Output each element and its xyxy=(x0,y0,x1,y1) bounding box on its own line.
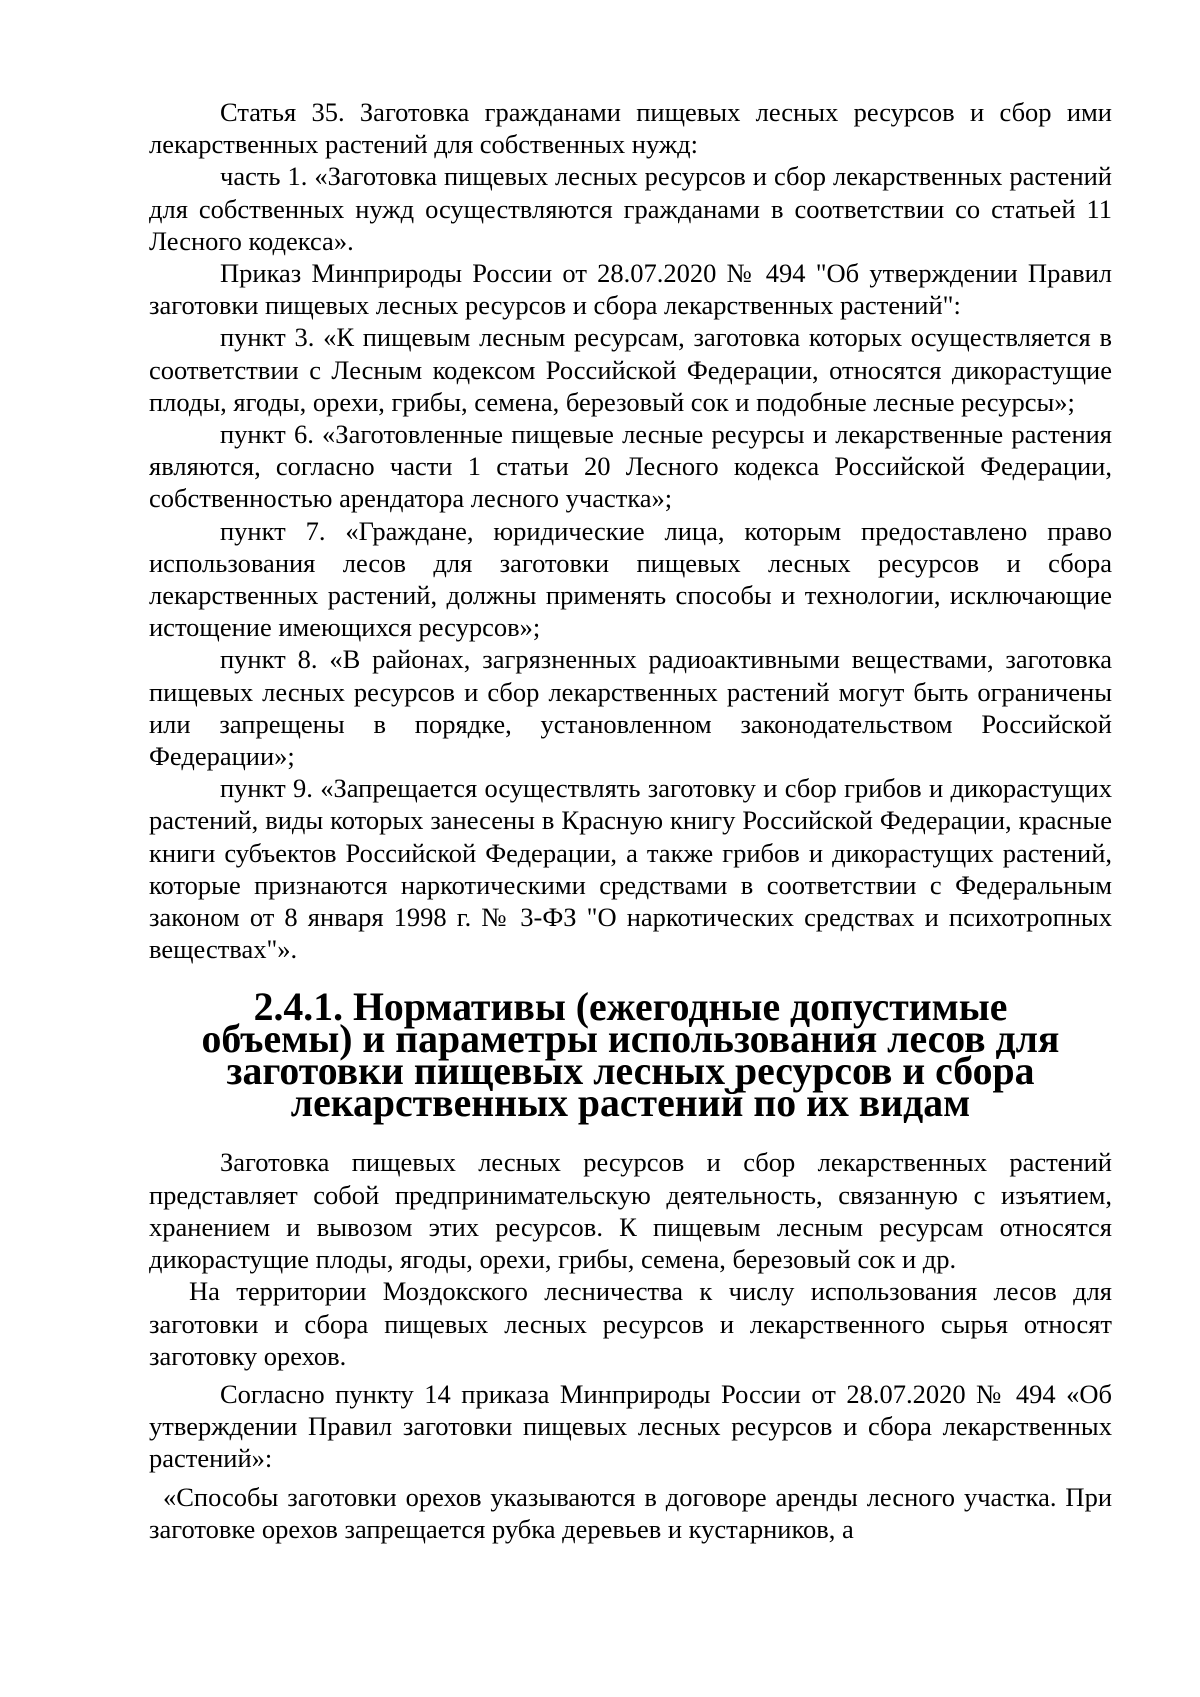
clause-14-reference-paragraph: Согласно пункту 14 приказа Минприроды России от 28.07.2020 № 494 «Об утверждении Правил заготовки пищевых лесных ресурсов и сбора лекарственных растений»: xyxy=(149,1378,1112,1474)
clause-7-paragraph: пункт 7. «Граждане, юридические лица, которым предоставлено право использования лесов для заготовки пищевых лесных ресурсов и сбора лекарственных растений, должны применять способы и технологии, исключающие истощение имеющихся ресурсов»; xyxy=(149,515,1112,643)
nut-harvesting-methods-paragraph: «Способы заготовки орехов указываются в договоре аренды лесного участка. При заготовке орехов запрещается рубка деревьев и кустарников, а xyxy=(149,1481,1112,1544)
article-35-paragraph: Статья 35. Заготовка гражданами пищевых лесных ресурсов и сбор ими лекарственных растений для собственных нужд: xyxy=(149,97,1112,160)
order-494-intro-paragraph: Приказ Минприроды России от 28.07.2020 № 494 "Об утверждении Правил заготовки пищевых лесных ресурсов и сбора лекарственных растений": xyxy=(149,258,1112,321)
mozdok-forestry-paragraph: На территории Моздокского лесничества к числу использования лесов для заготовки и сбора пищевых лесных ресурсов и лекарственного сырья относят заготовку орехов. xyxy=(149,1276,1112,1371)
clause-8-paragraph: пункт 8. «В районах, загрязненных радиоактивными веществами, заготовка пищевых лесных ресурсов и сбор лекарственных растений могут быть ограничены или запрещены в порядке, установленном законодательством Российской Федерации»; xyxy=(149,644,1112,772)
clause-6-paragraph: пункт 6. «Заготовленные пищевые лесные ресурсы и лекарственные растения являются, согласно части 1 статьи 20 Лесного кодекса Российской Федерации, собственностью арендатора лесного участка»; xyxy=(149,419,1112,514)
harvesting-description-paragraph: Заготовка пищевых лесных ресурсов и сбор лекарственных растений представляет собой предпринимательскую деятельность, связанную с изъятием, хранением и вывозом этих ресурсов. К пищевым лесным ресурсам относятся дикорастущие плоды, ягоды, орехи, грибы, семена, березовый сок и др. xyxy=(149,1147,1112,1275)
article-35-part-1-paragraph: часть 1. «Заготовка пищевых лесных ресурсов и сбор лекарственных растений для собственных нужд осуществляются гражданами в соответствии со статьей 11 Лесного кодекса». xyxy=(149,161,1112,256)
clause-9-paragraph: пункт 9. «Запрещается осуществлять заготовку и сбор грибов и дикорастущих растений, виды которых занесены в Красную книгу Российской Федерации, красные книги субъектов Российской Федерации, а также грибов и дикорастущих растений, которые признаются наркотическими средствами в соответствии с Федеральным законом от 8 января 1998 г. № 3-ФЗ "О наркотических средствах и психотропных веществах"». xyxy=(149,773,1112,965)
section-heading-2-4-1: 2.4.1. Нормативы (ежегодные допустимые объемы) и параметры использования лесов для заготовки пищевых лесных ресурсов и сбора лекарственных растений по их видам xyxy=(201,985,1060,1126)
clause-3-paragraph: пункт 3. «К пищевым лесным ресурсам, заготовка которых осуществляется в соответствии с Лесным кодексом Российской Федерации, относятся дикорастущие плоды, ягоды, орехи, грибы, семена, березовый сок и подобные лесные ресурсы»; xyxy=(149,322,1112,417)
document-page xyxy=(149,96,1112,1545)
